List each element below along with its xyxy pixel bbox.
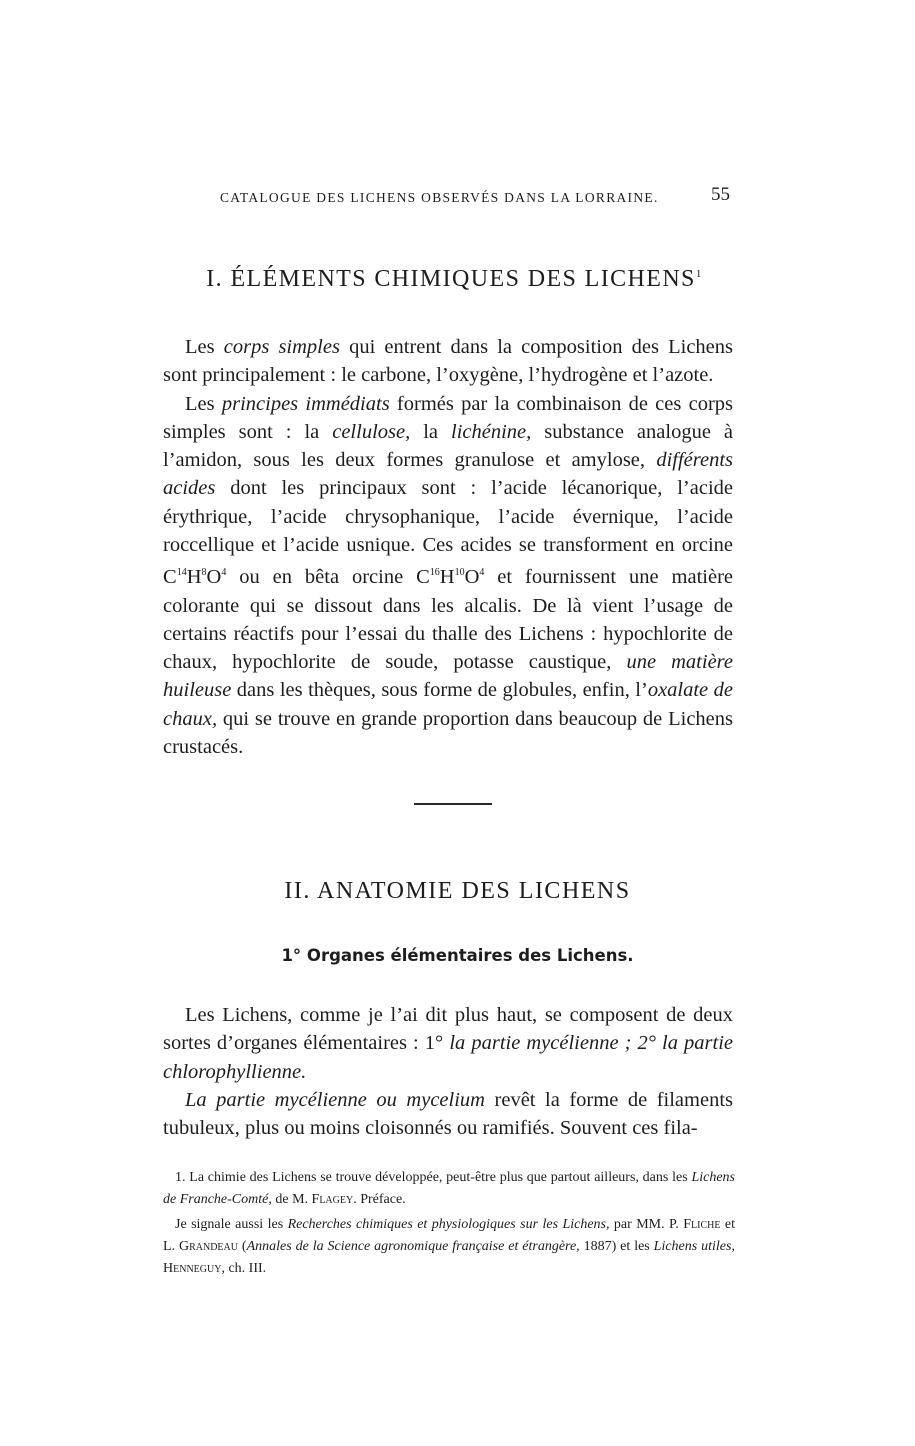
page-number: 55 [711,184,730,205]
section-divider-rule [414,803,492,805]
footnotes [163,1167,735,1283]
section-title-anatomy: II. ANATOMIE DES LICHENS [284,878,631,904]
footnote-1-continued: Je signale aussi les Recherches chimiques et physiologiques sur les Lichens, par MM. P. Fliche et L. Grandeau (Annales de la Science agronomique française et étrangère, 1887) et les Lichens utiles, Henneguy, ch. III. [163,1217,735,1276]
paragraph-mycelial-part: La partie mycélienne ou mycelium revêt la forme de filaments tubuleux, plus ou moins cloisonnés ou ramifiés. Souvent ces fila- [163,1088,733,1140]
paragraph-immediate-principles: Les principes immédiats formés par la combinaison de ces corps simples sont : la cellulose, la lichénine, substance analogue à l’amidon, sous les deux formes granulose et amylose, différents acides dont les principaux sont : l’acide lécanorique, l’acide érythrique, l’acide chrysophanique, l’acide évernique, l’acide roccellique et l’acide usnique. Ces acides se transforment en orcine $C^{14}H^8O^4$ ou en bêta orcine $C^{16}H^{10}O^4$ et fournissent une matière colorante qui se dissout dans les alcalis. De là vient l’usage de certains réactifs pour l’essai du thalle des Lichens : hypochlorite de chaux, hypochlorite de soude, potasse caustique, une matière huileuse dans les thèques, sous forme de globules, enfin, l’oxalate de chaux, qui se trouve en grande proportion dans beaucoup de Lichens crustacés. [163,392,733,758]
section-2-body [163,1001,733,1142]
paragraph-two-organs: Les Lichens, comme je l’ai dit plus haut, se composent de deux sortes d’organes élémentaires : 1° la partie mycélienne ; 2° la partie chlorophyllienne. [163,1004,733,1083]
page-header [0,184,915,214]
paragraph-simple-bodies: Les corps simples qui entrent dans la composition des Lichens sont principalement : le carbone, l’oxygène, l’hydrogène et l’azote. [163,336,733,387]
footnote-marker: 1 [695,268,703,280]
subsection-title-elementary-organs: 1° Organes élémentaires des Lichens. [281,946,634,965]
footnote-1: 1. La chimie des Lichens se trouve développée, peut-être plus que partout ailleurs, dans les Lichens de Franche-Comté, de M. Flagey. Préface. [163,1170,735,1207]
running-title: CATALOGUE DES LICHENS OBSERVÉS DANS LA LORRAINE. [220,190,659,205]
section-1-body [163,333,733,761]
section-title-chemical-elements: I. ÉLÉMENTS CHIMIQUES DES LICHENS$^1$ [206,266,703,292]
